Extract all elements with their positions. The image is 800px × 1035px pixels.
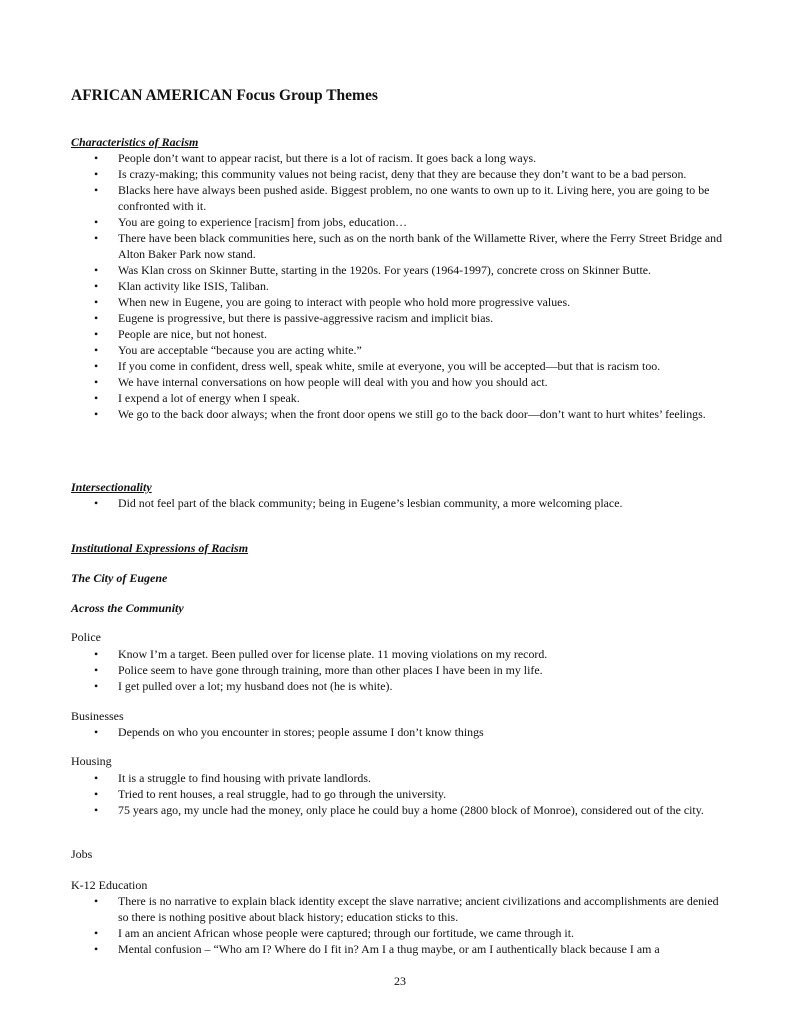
businesses-list [71, 724, 726, 740]
category-label-k12: K-12 Education [71, 878, 148, 892]
subheading-across-community: Across the Community [71, 601, 184, 615]
category-label-businesses: Businesses [71, 709, 124, 723]
list-item: • Mental confusion – “Who am I? Where do I fit in? Am I a thug maybe, or am I authentically black because I am a [71, 941, 726, 957]
category-label-police: Police [71, 630, 101, 644]
list-item: • Did not feel part of the black community; being in Eugene’s lesbian community, a more welcoming place. [71, 495, 726, 511]
list-item: • Eugene is progressive, but there is passive-aggressive racism and implicit bias. [71, 310, 726, 326]
intersectionality-list [71, 495, 726, 511]
list-item: • It is a struggle to find housing with private landlords. [71, 770, 726, 786]
list-item: • People don’t want to appear racist, but there is a lot of racism. It goes back a long ways. [71, 150, 726, 166]
section-heading-institutional: Institutional Expressions of Racism [71, 541, 249, 555]
list-item: • Tried to rent houses, a real struggle, had to go through the university. [71, 786, 726, 802]
page-title: AFRICAN AMERICAN Focus Group Themes [71, 87, 378, 104]
housing-list [71, 770, 726, 818]
list-item: • If you come in confident, dress well, speak white, smile at everyone, you will be accepted—but that is racism too. [71, 358, 726, 374]
list-item: • There have been black communities here, such as on the north bank of the Willamette River, where the Ferry Street Bridge and Alton Baker Park now stand. [71, 230, 726, 262]
list-item: • Depends on who you encounter in stores; people assume I don’t know things [71, 724, 726, 740]
category-label-housing: Housing [71, 754, 112, 768]
list-item: • You are acceptable “because you are acting white.” [71, 342, 726, 358]
list-item: • Was Klan cross on Skinner Butte, starting in the 1920s. For years (1964-1997), concrete cross on Skinner Butte. [71, 262, 726, 278]
k12-list [71, 893, 726, 957]
list-item: • Blacks here have always been pushed aside. Biggest problem, no one wants to own up to it. Living here, you are going to be confronted with it. [71, 182, 726, 214]
list-item: • I expend a lot of energy when I speak. [71, 390, 726, 406]
section-heading-intersectionality: Intersectionality [71, 480, 152, 494]
list-item: • Klan activity like ISIS, Taliban. [71, 278, 726, 294]
section-heading-characteristics: Characteristics of Racism [71, 135, 199, 149]
category-label-jobs: Jobs [71, 847, 93, 861]
characteristics-list [71, 150, 726, 422]
list-item: • When new in Eugene, you are going to interact with people who hold more progressive values. [71, 294, 726, 310]
police-list [71, 646, 726, 694]
list-item: • I get pulled over a lot; my husband does not (he is white). [71, 678, 726, 694]
list-item: • I am an ancient African whose people were captured; through our fortitude, we came through it. [71, 925, 726, 941]
list-item: • 75 years ago, my uncle had the money, only place he could buy a home (2800 block of Monroe), considered out of the city. [71, 802, 726, 818]
list-item: • We have internal conversations on how people will deal with you and how you should act. [71, 374, 726, 390]
page-number: 23 [394, 974, 406, 988]
list-item: • There is no narrative to explain black identity except the slave narrative; ancient civilizations and accomplishments are denied so there is nothing positive about black history; education sticks to this. [71, 893, 726, 925]
subheading-city-of-eugene: The City of Eugene [71, 571, 168, 585]
list-item: • People are nice, but not honest. [71, 326, 726, 342]
list-item: • You are going to experience [racism] from jobs, education… [71, 214, 726, 230]
list-item: • Is crazy-making; this community values not being racist, deny that they are because they don’t want to be a bad person. [71, 166, 726, 182]
list-item: • Police seem to have gone through training, more than other places I have been in my life. [71, 662, 726, 678]
list-item: • We go to the back door always; when the front door opens we still go to the back door—don’t want to hurt whites’ feelings. [71, 406, 726, 422]
list-item: • Know I’m a target. Been pulled over for license plate. 11 moving violations on my record. [71, 646, 726, 662]
